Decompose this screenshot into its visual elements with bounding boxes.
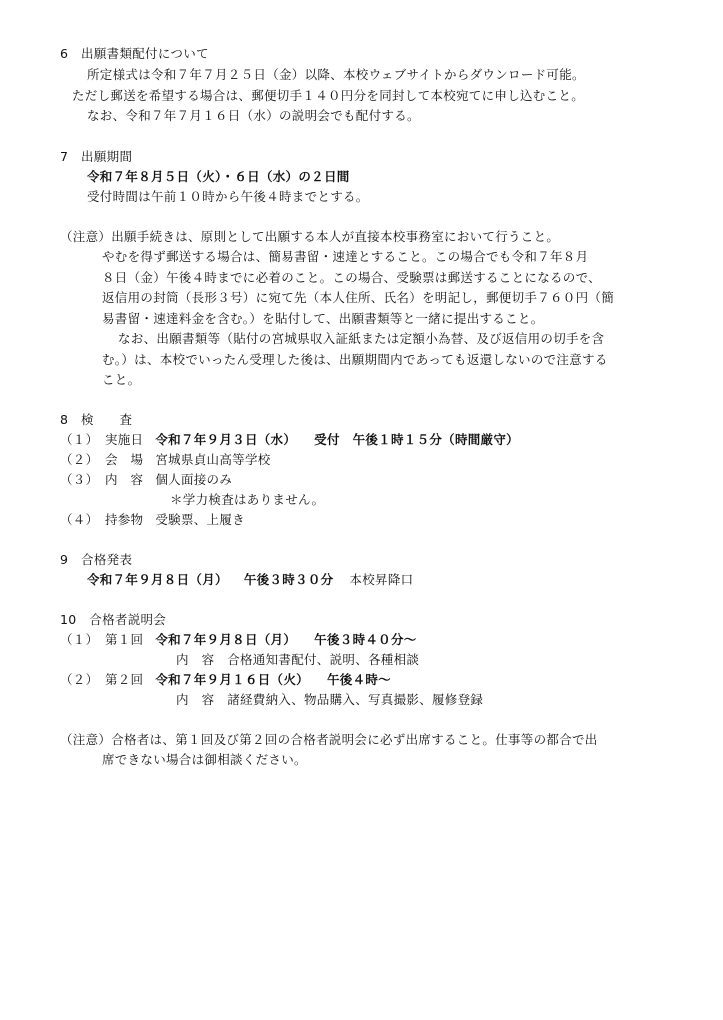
section-6-line-3: なお、令和７年７月１６日（水）の説明会でも配付する。 [87, 108, 420, 123]
briefing-1-date: 令和７年９月８日（月） [155, 632, 297, 647]
briefing-1-content: 内 容 合格通知書配付、説明、各種相談 [176, 652, 420, 667]
section-9-heading: 9 合格発表 [60, 552, 133, 567]
section-6-line-2: ただし郵送を希望する場合は、郵便切手１４０円分を同封して本校宛てに申し込むこと。 [72, 88, 585, 103]
section-7-heading: 7 出願期間 [60, 149, 133, 164]
section-6-heading: 6 出願書類配付について [60, 46, 209, 61]
exam-venue-label: （２） 会 場 [60, 452, 144, 467]
briefing-2-label: （２） 第２回 [60, 672, 144, 687]
exam-items: 受験票、上履き [155, 512, 245, 527]
note-1-line-7: む。）は、本校でいったん受理した後は、出願期間内であっても返還しないので注意する [102, 352, 608, 367]
exam-date-label: （１） 実施日 [60, 432, 144, 447]
briefing-2-content: 内 容 諸経費納入、物品購入、写真撮影、履修登録 [176, 692, 484, 707]
exam-content-row [60, 472, 232, 488]
exam-venue-row [60, 452, 271, 468]
announcement-row [87, 572, 413, 588]
note-1-line-2: やむを得ず郵送する場合は、簡易書留・速達とすること。この場合でも令和７年８月 [102, 249, 589, 264]
note-1-line-1: （注意）出願手続きは、原則として出願する本人が直接本校事務室において行うこと。 [60, 229, 560, 244]
note-1-line-8: こと。 [102, 372, 141, 387]
application-period: 令和７年８月５日（火）・６日（水）の２日間 [87, 169, 350, 184]
briefing-1-row [60, 632, 417, 648]
section-10-heading: 10 合格者説明会 [60, 612, 167, 627]
reception-hours: 受付時間は午前１０時から午後４時までとする。 [87, 189, 369, 204]
note-1-line-6: なお、出願書類等（貼付の宮城県収入証紙または定額小為替、及び返信用の切手を含 [118, 331, 605, 346]
exam-reception-time: 受付 午後１時１５分（時間厳守） [314, 432, 519, 447]
section-8-heading: 8 検 査 [60, 412, 133, 427]
briefing-1-label: （１） 第１回 [60, 632, 144, 647]
announcement-time: 午後３時３０分 [243, 572, 334, 587]
note-1-line-4: 返信用の封筒（長形３号）に宛て先（本人住所、氏名）を明記し，郵便切手７６０円（簡 [102, 290, 615, 305]
exam-date-row [60, 432, 519, 448]
briefing-2-time: 午後４時～ [326, 672, 391, 687]
note-1-line-3: ８日（金）午後４時までに必着のこと。この場合、受験票は郵送することになるので、 [102, 270, 601, 285]
announcement-place: 本校昇降口 [349, 572, 414, 587]
exam-content: 個人面接のみ [155, 472, 233, 487]
exam-date: 令和７年９月３日（水） [155, 432, 297, 447]
exam-content-note: ＊学力検査はありません。 [170, 492, 325, 507]
note-2-line-2: 席できない場合は御相談ください。 [102, 752, 307, 767]
exam-venue: 宮城県貞山高等学校 [155, 452, 271, 467]
exam-content-label: （３） 内 容 [60, 472, 144, 487]
announcement-date: 令和７年９月８日（月） [87, 572, 228, 587]
briefing-2-date: 令和７年９月１６日（火） [155, 672, 309, 687]
briefing-2-row [60, 672, 391, 688]
note-1-line-5: 易書留・速達料金を含む。）を貼付して、出願書類等と一緒に提出すること。 [102, 311, 544, 326]
exam-items-row [60, 512, 245, 528]
section-6-line-1: 所定様式は令和７年７月２５日（金）以降、本校ウェブサイトからダウンロード可能。 [87, 67, 585, 82]
exam-items-label: （４） 持参物 [60, 512, 144, 527]
note-2-line-1: （注意）合格者は、第１回及び第２回の合格者説明会に必ず出席すること。仕事等の都合で出 [60, 732, 598, 747]
briefing-1-time: 午後３時４０分～ [314, 632, 417, 647]
